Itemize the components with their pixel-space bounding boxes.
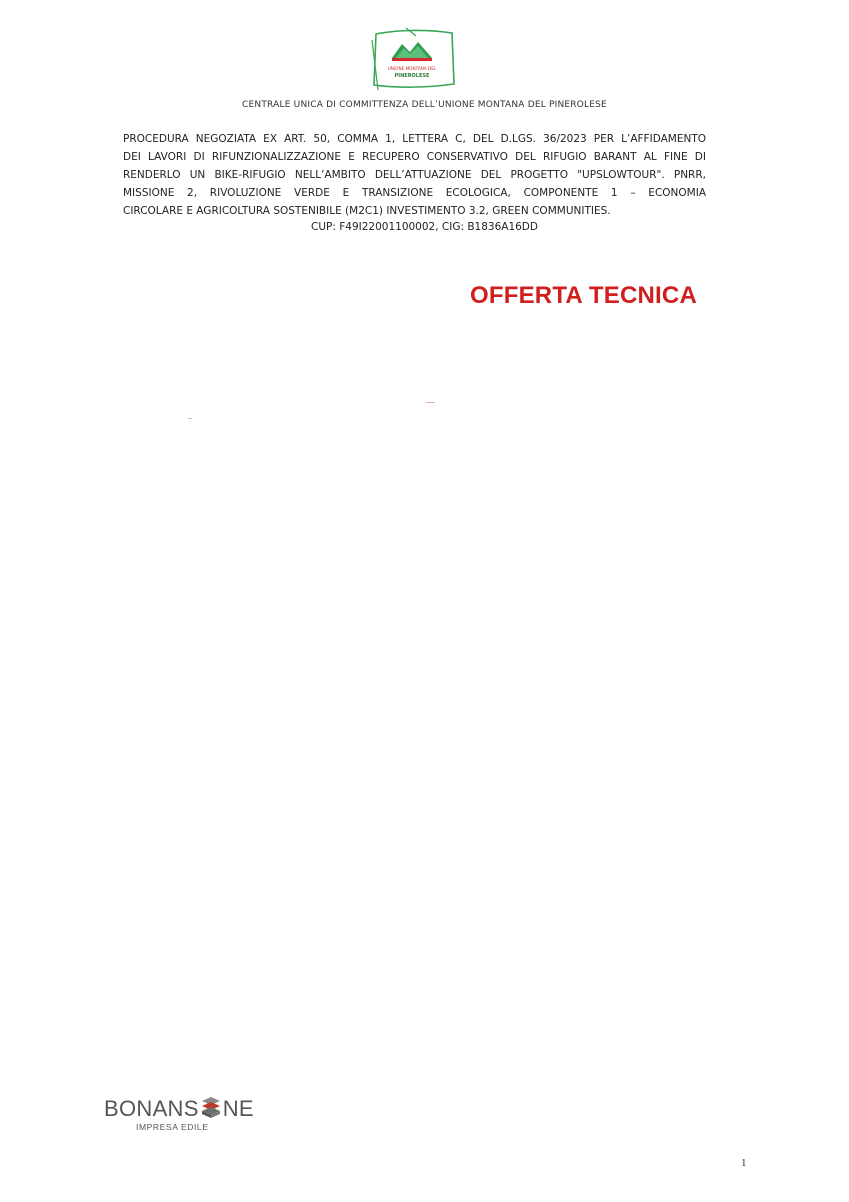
- logo-text-line1: UNIONE MONTANA DEL: [387, 66, 437, 71]
- company-subtitle: IMPRESA EDILE: [136, 1122, 209, 1132]
- company-name: [104, 1096, 254, 1122]
- scan-artifact: [188, 418, 192, 419]
- page-number: 1: [741, 1157, 747, 1169]
- procedure-description: [123, 130, 706, 220]
- logo-text-line2: PINEROLESE: [394, 73, 430, 79]
- scan-artifact: [426, 402, 435, 403]
- procedure-line: CIRCOLARE E AGRICOLTURA SOSTENIBILE (M2C1) INVESTIMENTO 3.2, GREEN COMMUNITIES.: [123, 205, 611, 217]
- procedure-line: DEI LAVORI DI RIFUNZIONALIZZAZIONE E RECUPERO CONSERVATIVO DEL RIFUGIO BARANT AL FINE DI: [123, 151, 706, 163]
- document-title: OFFERTA TECNICA: [470, 282, 697, 309]
- procedure-line: PROCEDURA NEGOZIATA EX ART. 50, COMMA 1, LETTERA C, DEL D.LGS. 36/2023 PER L’AFFIDAMENTO: [123, 133, 706, 145]
- central-authority-title: CENTRALE UNICA DI COMMITTENZA DELL’UNIONE MONTANA DEL PINEROLESE: [242, 100, 607, 110]
- stacked-bricks-icon: [200, 1096, 222, 1118]
- procedure-line: RENDERLO UN BIKE-RIFUGIO NELL’AMBITO DELL’ATTUAZIONE DEL PROGETTO "UPSLOWTOUR". PNRR,: [123, 169, 706, 181]
- unione-montana-logo: [366, 26, 460, 92]
- company-logo: [104, 1094, 274, 1136]
- company-name-left: BONANS: [104, 1096, 199, 1121]
- company-name-right: NE: [222, 1096, 254, 1121]
- cup-cig-codes: CUP: F49I22001100002, CIG: B1836A16DD: [311, 221, 538, 233]
- procedure-line: MISSIONE 2, RIVOLUZIONE VERDE E TRANSIZIONE ECOLOGICA, COMPONENTE 1 – ECONOMIA: [123, 187, 706, 199]
